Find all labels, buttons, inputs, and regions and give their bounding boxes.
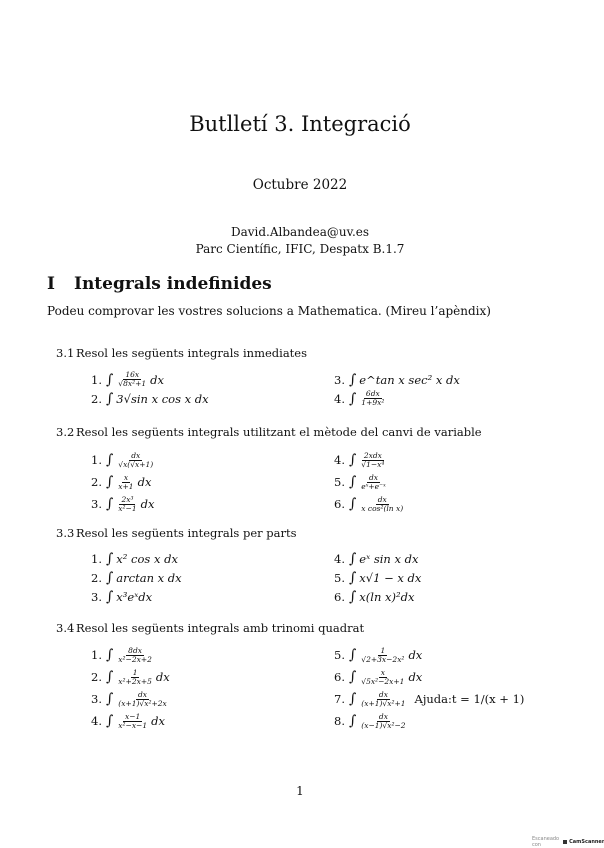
exercise-item: 2. ∫ $\frac{x}{x+1}$ dx	[91, 472, 152, 491]
page-number: 1	[296, 784, 304, 798]
exercise-item: 1. ∫ x² cos x dx	[91, 550, 178, 567]
document-date: Octubre 2022	[252, 177, 348, 193]
subsection-heading	[56, 526, 297, 540]
exercise-item: 7. ∫ $\frac{dx}{\text{(x+1)√x²+1}}$ Ajuda:t = 1/(x + 1)	[334, 689, 525, 708]
exercise-item: 3. ∫ x³eˣdx	[91, 588, 153, 605]
exercise-item: 2. ∫ 3√sin x cos x dx	[91, 390, 209, 407]
exercise-column	[329, 644, 524, 732]
watermark-label: Escaneado con	[532, 836, 560, 848]
subsection-heading	[56, 346, 307, 360]
exercise-item: 1. ∫ $\frac{dx}{√x(√x+1)}$	[91, 450, 154, 469]
exercise-item: 8. ∫ $\frac{dx}{\text{(x−1)√x²−2}}$	[334, 711, 406, 730]
exercise-column	[329, 370, 460, 408]
exercise-item: 6. ∫ $\frac{dx}{\text{x cos²(ln x)}}$	[334, 494, 404, 513]
subsection-number: 3.1	[56, 346, 75, 360]
section-intro: Podeu comprovar les vostres solucions a Mathematica. (Mireu l’apèndix)	[47, 304, 491, 318]
subsection-title: Resol les següents integrals utilitzant el mètode del canvi de variable	[76, 425, 482, 439]
exercise-item: 4. ∫ eˣ sin x dx	[334, 550, 419, 567]
watermark-brand: CamScanner	[569, 839, 604, 845]
exercise-item: 3. ∫ $\frac{\text{2x³}}{\text{x²−1}}$ dx	[91, 494, 155, 513]
exercise-column	[329, 549, 421, 606]
document-title: Butlletí 3. Integració	[189, 112, 411, 136]
exercise-item: 1. ∫ $\frac{8dx}{\text{x²−2x+2}}$	[91, 645, 152, 664]
exercise-column	[329, 449, 407, 515]
exercise-item: 6. ∫ $\frac{x}{\text{√5x²−2x+1}}$ dx	[334, 667, 423, 686]
subsection-number: 3.4	[56, 621, 75, 635]
contact-email: David.Albandea@uv.es	[230, 225, 370, 239]
section-title: Integrals indefinides	[74, 274, 272, 294]
exercise-item: 5. ∫ x√1 − x dx	[334, 569, 422, 586]
exercise-item: 4. ∫ $\frac{\text{2xdx}}{\text{√1−x⁴}}$	[334, 450, 385, 469]
exercise-column	[86, 644, 171, 732]
exercise-item: 4. ∫ $\frac{6dx}{\text{1+9x²}}$	[334, 389, 385, 407]
hint-text: Ajuda:t = 1/(x + 1)	[414, 692, 525, 706]
scanner-watermark	[532, 836, 604, 848]
exercise-item: 6. ∫ x(ln x)²dx	[334, 588, 415, 605]
exercise-item: 5. ∫ $\frac{dx}{\text{eˣ+e⁻ˣ}}$	[334, 472, 386, 491]
exercise-column	[86, 549, 182, 606]
exercise-column	[86, 449, 157, 515]
exercise-item: 3. ∫ e^tan x sec² x dx	[334, 371, 460, 388]
subsection-heading	[56, 621, 364, 635]
section-heading	[47, 274, 272, 294]
exercise-item: 1. ∫ $\frac{16x}{\text{√8x²+1}}$ dx	[91, 370, 164, 388]
subsection-number: 3.2	[56, 425, 75, 439]
subsection-number: 3.3	[56, 526, 75, 540]
section-number: I	[47, 274, 55, 294]
exercise-column	[86, 370, 209, 408]
contact-address: Parc Científic, IFIC, Despatx B.1.7	[195, 242, 405, 256]
subsection-title: Resol les següents integrals per parts	[76, 526, 297, 540]
exercise-item: 4. ∫ $\frac{x-1}{\text{x²−x−1}}$ dx	[91, 711, 165, 730]
camscanner-logo-icon	[563, 840, 568, 844]
subsection-title: Resol les següents integrals inmediates	[76, 346, 308, 360]
exercise-item: 5. ∫ $\frac{1}{\text{√2+3x−2x²}}$ dx	[334, 645, 423, 664]
contact-block	[0, 224, 600, 258]
subsection-title: Resol les següents integrals amb trinomi quadrat	[76, 621, 365, 635]
exercise-item: 2. ∫ arctan x dx	[91, 569, 182, 586]
subsection-heading	[56, 425, 482, 439]
exercise-item: 2. ∫ $\frac{1}{\text{x²+2x+5}}$ dx	[91, 667, 170, 686]
exercise-item: 3. ∫ $\frac{dx}{\text{(x+1)√x²+2x}}$	[91, 689, 167, 708]
